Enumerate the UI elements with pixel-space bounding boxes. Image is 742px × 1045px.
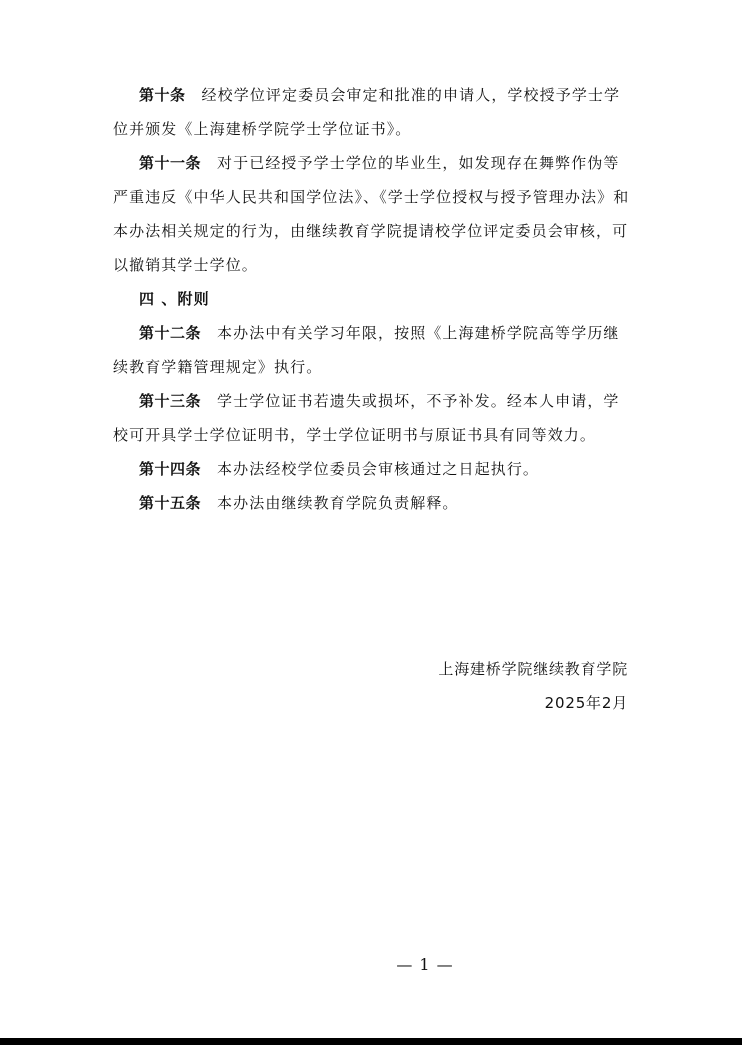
document-body [113, 78, 630, 520]
article-label: 第十三条 [139, 392, 202, 410]
signature-block [438, 652, 628, 720]
section-heading: 四 、附则 [139, 290, 210, 308]
article-text: 学士学位证书若遗失或损坏，不予补发。经本人申请，学校可开具学士学位证明书，学士学位证明书与原证书具有同等效力。 [113, 392, 620, 444]
article-11 [113, 146, 630, 282]
article-label: 第十条 [139, 86, 186, 104]
article-text: 本办法中有关学习年限，按照《上海建桥学院高等学历继续教育学籍管理规定》执行。 [113, 324, 620, 376]
article-14 [113, 452, 630, 486]
bottom-border [0, 1038, 742, 1045]
article-text: 本办法由继续教育学院负责解释。 [217, 494, 459, 512]
page-number-text: — 1 — [396, 955, 454, 974]
article-10 [113, 78, 630, 146]
issue-date: 2025年2月 [544, 694, 628, 712]
article-label: 第十四条 [139, 460, 202, 478]
article-12 [113, 316, 630, 384]
article-text: 经校学位评定委员会审定和批准的申请人，学校授予学士学位并颁发《上海建桥学院学士学位证书》。 [113, 86, 621, 138]
article-label: 第十一条 [139, 154, 202, 172]
article-15 [113, 486, 630, 520]
issuing-organization: 上海建桥学院继续教育学院 [438, 660, 628, 678]
article-label: 第十二条 [139, 324, 202, 342]
article-text: 本办法经校学位委员会审核通过之日起执行。 [217, 460, 540, 478]
page-number [0, 955, 742, 974]
article-13 [113, 384, 630, 452]
article-label: 第十五条 [139, 494, 202, 512]
article-text: 对于已经授予学士学位的毕业生，如发现存在舞弊作伪等严重违反《中华人民共和国学位法》、《学士学位授权与授予管理办法》和本办法相关规定的行为，由继续教育学院提请校学位评定委员会审核，可以撤销其学士学位。 [113, 154, 630, 274]
